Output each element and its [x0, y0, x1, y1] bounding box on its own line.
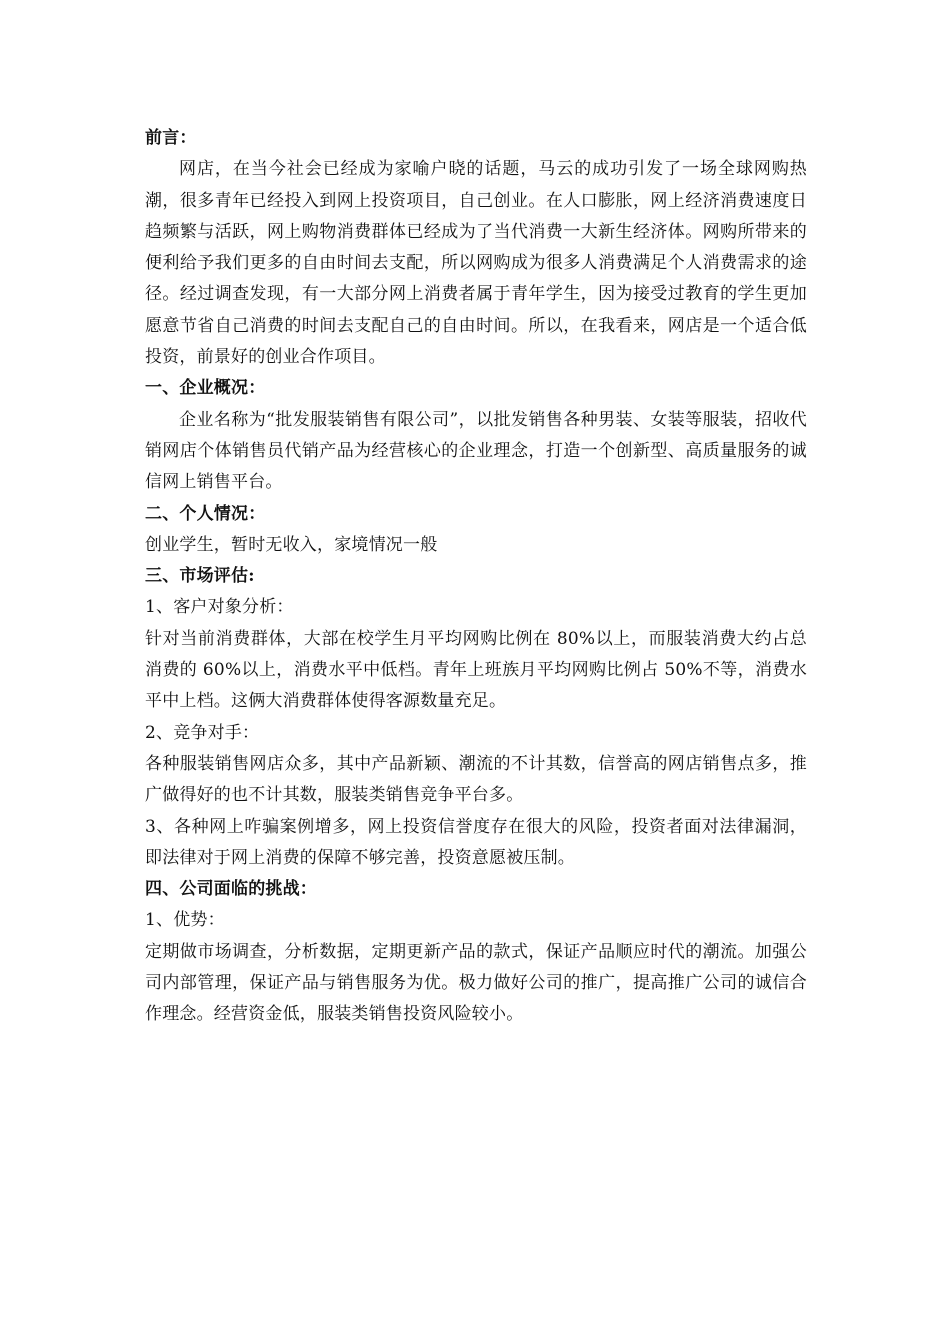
section3-item1-title: 1、客户对象分析：	[145, 597, 294, 618]
section1-heading: 一、企业概况：	[145, 378, 266, 399]
section3-heading: 三、市场评估:	[145, 566, 255, 587]
section3-item2-paragraph: 各种服装销售网店众多，其中产品新颖、潮流的不计其数，信誉高的网店销售点多，推广做得好的也不计其数，服装类销售竞争平台多。	[145, 753, 807, 806]
document-body	[145, 123, 807, 1031]
section4-item1-title: 1、优势：	[145, 910, 225, 931]
section4-heading: 四、公司面临的挑战：	[145, 879, 317, 900]
section3-item1-paragraph: 针对当前消费群体，大部在校学生月平均网购比例在 80%以上，而服装消费大约占总消费的 60%以上，消费水平中低档。青年上班族月平均网购比例占 50%不等，消费水平中上档。这俩大消费群体使得客源数量充足。	[145, 628, 807, 712]
section3-item2-title: 2、竞争对手：	[145, 722, 260, 743]
preface-paragraph: 网店，在当今社会已经成为家喻户晓的话题，马云的成功引发了一场全球网购热潮，很多青年已经投入到网上投资项目，自己创业。在人口膨胀，网上经济消费速度日趋频繁与活跃，网上购物消费群体已经成为了当代消费一大新生经济体。网购所带来的便利给予我们更多的自由时间去支配，所以网购成为很多人消费满足个人消费需求的途径。经过调查发现，有一大部分网上消费者属于青年学生，因为接受过教育的学生更加愿意节省自己消费的时间去支配自己的自由时间。所以，在我看来，网店是一个适合低投资，前景好的创业合作项目。	[145, 159, 807, 368]
section4-item1-paragraph: 定期做市场调查，分析数据，定期更新产品的款式，保证产品顺应时代的潮流。加强公司内部管理，保证产品与销售服务为优。极力做好公司的推广，提高推广公司的诚信合作理念。经营资金低，服装类销售投资风险较小。	[145, 941, 807, 1025]
section3-item3-paragraph: 3、各种网上咋骗案例增多，网上投资信誉度存在很大的风险，投资者面对法律漏洞，即法律对于网上消费的保障不够完善，投资意愿被压制。	[145, 816, 807, 868]
section2-heading: 二、个人情况：	[145, 503, 266, 524]
section2-paragraph: 创业学生，暂时无收入，家境情况一般	[145, 534, 438, 555]
preface-heading: 前言：	[145, 128, 197, 148]
section1-paragraph: 企业名称为“批发服装销售有限公司”，以批发销售各种男装、女装等服装，招收代销网店个体销售员代销产品为经营核心的企业理念，打造一个创新型、高质量服务的诚信网上销售平台。	[145, 409, 807, 493]
